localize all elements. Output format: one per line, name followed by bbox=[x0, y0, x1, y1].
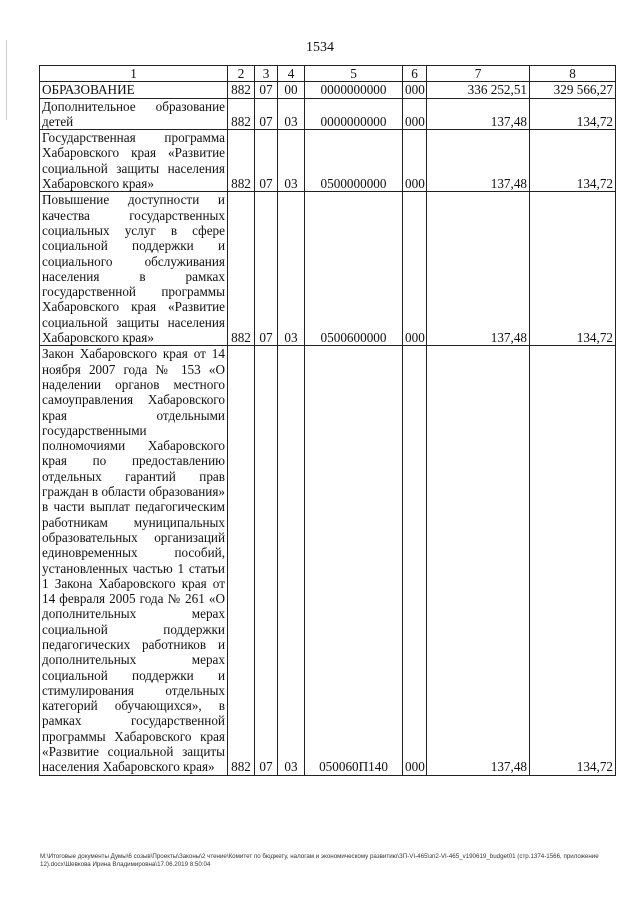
cell-subsection: 03 bbox=[278, 130, 305, 192]
column-header: 4 bbox=[278, 66, 305, 82]
cell-ministry: 882 bbox=[228, 98, 255, 130]
cell-target-article: 0500600000 bbox=[305, 192, 403, 346]
cell-amount-2: 134,72 bbox=[530, 98, 616, 130]
cell-section: 07 bbox=[255, 98, 278, 130]
cell-ministry: 882 bbox=[228, 346, 255, 775]
cell-section: 07 bbox=[255, 130, 278, 192]
document-footer-path: М:\Итоговые документы Думы\6 созыв\Проекты\Законы\2 чтение\Комитет по бюджету, налогам и экономическому развитию\ЗП-VI-465\зп2-VI-465_v190619_budget01 (стр.1374-1566, приложение 12).docx\Шевкова Ирина Владимировна\17.06.2019 8:50:04 bbox=[40, 853, 599, 868]
table-row bbox=[40, 346, 616, 775]
column-header: 7 bbox=[427, 66, 530, 82]
page-number: 1534 bbox=[306, 40, 334, 55]
cell-subsection: 03 bbox=[278, 346, 305, 775]
table-row bbox=[40, 98, 616, 130]
row-name: Дополнительное образование детей bbox=[40, 98, 228, 130]
row-name: Государственная программа Хабаровского края «Развитие социальной защиты населения Хабаровского края» bbox=[40, 130, 228, 192]
cell-ministry: 882 bbox=[228, 130, 255, 192]
cell-amount-1: 137,48 bbox=[427, 346, 530, 775]
cell-target-article: 0500000000 bbox=[305, 130, 403, 192]
column-header: 1 bbox=[40, 66, 228, 82]
cell-expense-type: 000 bbox=[403, 192, 427, 346]
row-name: ОБРАЗОВАНИЕ bbox=[40, 82, 228, 98]
cell-amount-1: 336 252,51 bbox=[427, 82, 530, 98]
cell-section: 07 bbox=[255, 346, 278, 775]
cell-target-article: 050060П140 bbox=[305, 346, 403, 775]
column-header: 5 bbox=[305, 66, 403, 82]
cell-target-article: 0000000000 bbox=[305, 82, 403, 98]
cell-amount-1: 137,48 bbox=[427, 130, 530, 192]
cell-subsection: 03 bbox=[278, 98, 305, 130]
table-row bbox=[40, 192, 616, 346]
cell-amount-1: 137,48 bbox=[427, 192, 530, 346]
cell-ministry: 882 bbox=[228, 192, 255, 346]
column-header: 8 bbox=[530, 66, 616, 82]
cell-amount-2: 134,72 bbox=[530, 130, 616, 192]
table-row bbox=[40, 130, 616, 192]
budget-table bbox=[39, 65, 616, 776]
cell-expense-type: 000 bbox=[403, 98, 427, 130]
column-header: 6 bbox=[403, 66, 427, 82]
cell-expense-type: 000 bbox=[403, 130, 427, 192]
table-row bbox=[40, 82, 616, 98]
cell-expense-type: 000 bbox=[403, 82, 427, 98]
cell-amount-1: 137,48 bbox=[427, 98, 530, 130]
cell-section: 07 bbox=[255, 192, 278, 346]
column-header: 2 bbox=[228, 66, 255, 82]
cell-amount-2: 329 566,27 bbox=[530, 82, 616, 98]
cell-subsection: 03 bbox=[278, 192, 305, 346]
row-name: Повышение доступности и качества государственных социальных услуг в сфере социальной поддержки и социального обслуживания населения в рамках государственной программы Хабаровского края «Развитие социальной защиты населения Хабаровского края» bbox=[40, 192, 228, 346]
cell-ministry: 882 bbox=[228, 82, 255, 98]
cell-amount-2: 134,72 bbox=[530, 192, 616, 346]
cell-expense-type: 000 bbox=[403, 346, 427, 775]
column-header: 3 bbox=[255, 66, 278, 82]
cell-target-article: 0000000000 bbox=[305, 98, 403, 130]
cell-subsection: 00 bbox=[278, 82, 305, 98]
cell-section: 07 bbox=[255, 82, 278, 98]
header-row bbox=[40, 66, 616, 82]
row-name: Закон Хабаровского края от 14 ноября 2007 года № 153 «О наделении органов местного самоуправления Хабаровского края отдельными государственными полномочиями Хабаровского края по предоставлению отдельных гарантий прав граждан в области образования» в части выплат педагогическим работникам муниципальных образовательных организаций единовременных пособий, установленных частью 1 статьи 1 Закона Хабаровского края от 14 февраля 2005 года № 261 «О дополнительных мерах социальной поддержки педагогических работников и дополнительных мерах социальной поддержки и стимулирования отдельных категорий обучающихся», в рамках государственной программы Хабаровского края «Развитие социальной защиты населения Хабаровского края» bbox=[40, 346, 228, 775]
cell-amount-2: 134,72 bbox=[530, 346, 616, 775]
